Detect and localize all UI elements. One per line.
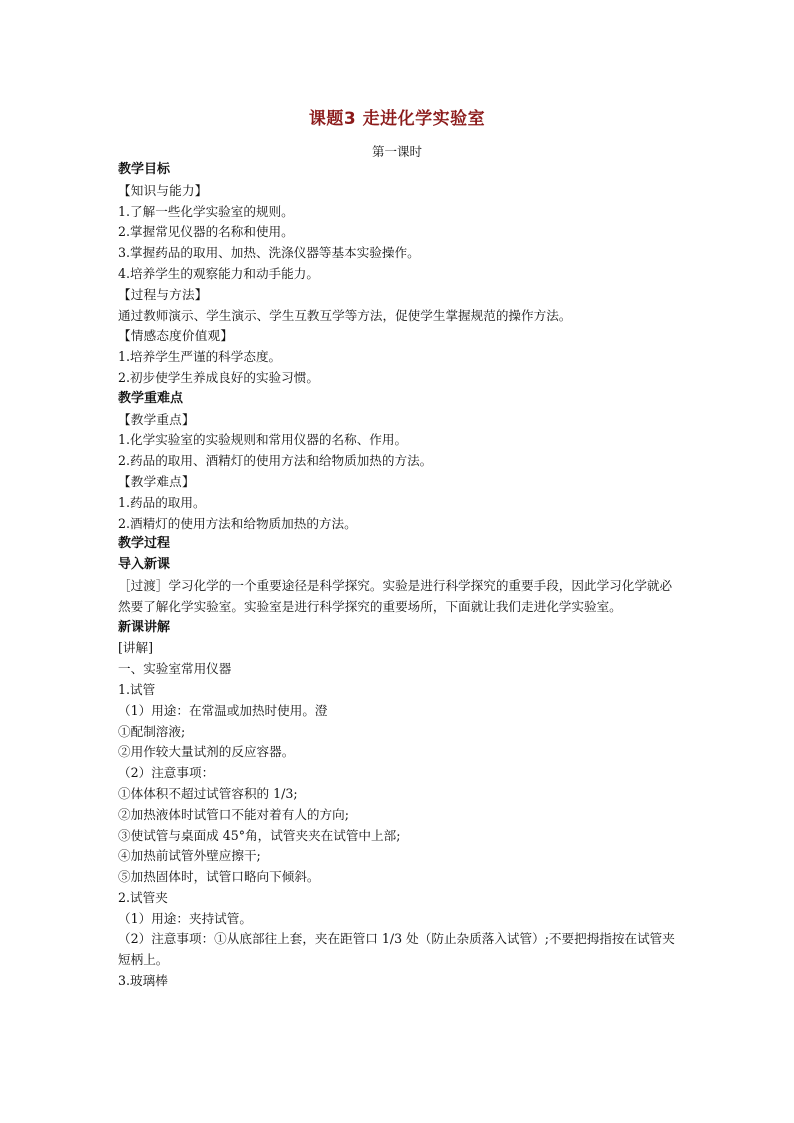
paragraph-line: 3.掌握药品的取用、加热、洗涤仪器等基本实验操作。 [118,245,420,261]
paragraph-line: [讲解] [118,640,154,656]
paragraph-line: 1.试管 [118,681,156,697]
paragraph-line: ［过渡］学习化学的一个重要途径是科学探究。实验是进行科学探究的重要手段，因此学习化学就必然要了解化学实验室。实验室是进行科学探究的重要场所，下面就让我们走进化学实验室。 [118,577,673,614]
section-heading: 教学重难点 [118,390,184,406]
paragraph-line: ④加热前试管外壁应擦干; [118,848,261,864]
paragraph-line: 1.化学实验室的实验规则和常用仪器的名称、作用。 [118,432,408,448]
paragraph-line: 1.培养学生严谨的科学态度。 [118,349,282,365]
paragraph-line: 4.培养学生的观察能力和动手能力。 [118,265,319,281]
paragraph-line: （1）用途：夹持试管。 [118,910,252,926]
section-heading: 新课讲解 [118,619,171,635]
subsection-heading: 【过程与方法】 [118,286,208,302]
subsection-heading: 【教学重点】 [118,411,195,427]
paragraph-line: 3.玻璃棒 [118,973,168,989]
paragraph-line: （2）注意事项：①从底部往上套，夹在距管口 1/3 处（防止杂质落入试管）;不要把拇指按在试管夹短柄上。 [118,931,675,968]
document-body [118,160,680,992]
paragraph-line: （2）注意事项： [118,765,215,781]
section-heading: 教学过程 [118,536,171,552]
paragraph-line: 2.掌握常见仪器的名称和使用。 [118,224,294,240]
document-title: 课题3 走进化学实验室 [308,109,486,129]
subsection-heading: 【情感态度价值观】 [118,328,234,344]
paragraph-line: ③使试管与桌面成 45°角，试管夹夹在试管中上部; [118,827,401,843]
document-subtitle: 第一课时 [371,144,422,159]
paragraph-line: 1.药品的取用。 [118,494,206,510]
paragraph-line: ①配制溶液; [118,723,186,739]
paragraph-line: ②用作较大量试剂的反应容器。 [118,744,295,760]
section-heading: 教学目标 [118,162,171,177]
paragraph-line: ①体体积不超过试管容积的 1/3; [118,785,298,801]
paragraph-line: 2.酒精灯的使用方法和给物质加热的方法。 [118,515,357,531]
paragraph-line: 2.药品的取用、酒精灯的使用方法和给物质加热的方法。 [118,453,433,469]
paragraph-line: 一、实验室常用仪器 [118,661,232,677]
subsection-heading: 【知识与能力】 [118,182,208,198]
paragraph-line: 2.试管夹 [118,889,168,905]
paragraph-line: 通过教师演示、学生演示、学生互教互学等方法，促使学生掌握规范的操作方法。 [118,307,572,323]
paragraph-line: （1）用途：在常温或加热时使用。澄 [118,702,328,718]
section-heading: 导入新课 [118,557,171,573]
paragraph-line: ②加热液体时试管口不能对着有人的方向; [118,806,349,822]
paragraph-line: ⑤加热固体时，试管口略向下倾斜。 [118,869,320,885]
subsection-heading: 【教学难点】 [118,473,195,489]
paragraph-line: 1.了解一些化学实验室的规则。 [118,203,294,219]
paragraph-line: 2.初步使学生养成良好的实验习惯。 [118,369,319,385]
